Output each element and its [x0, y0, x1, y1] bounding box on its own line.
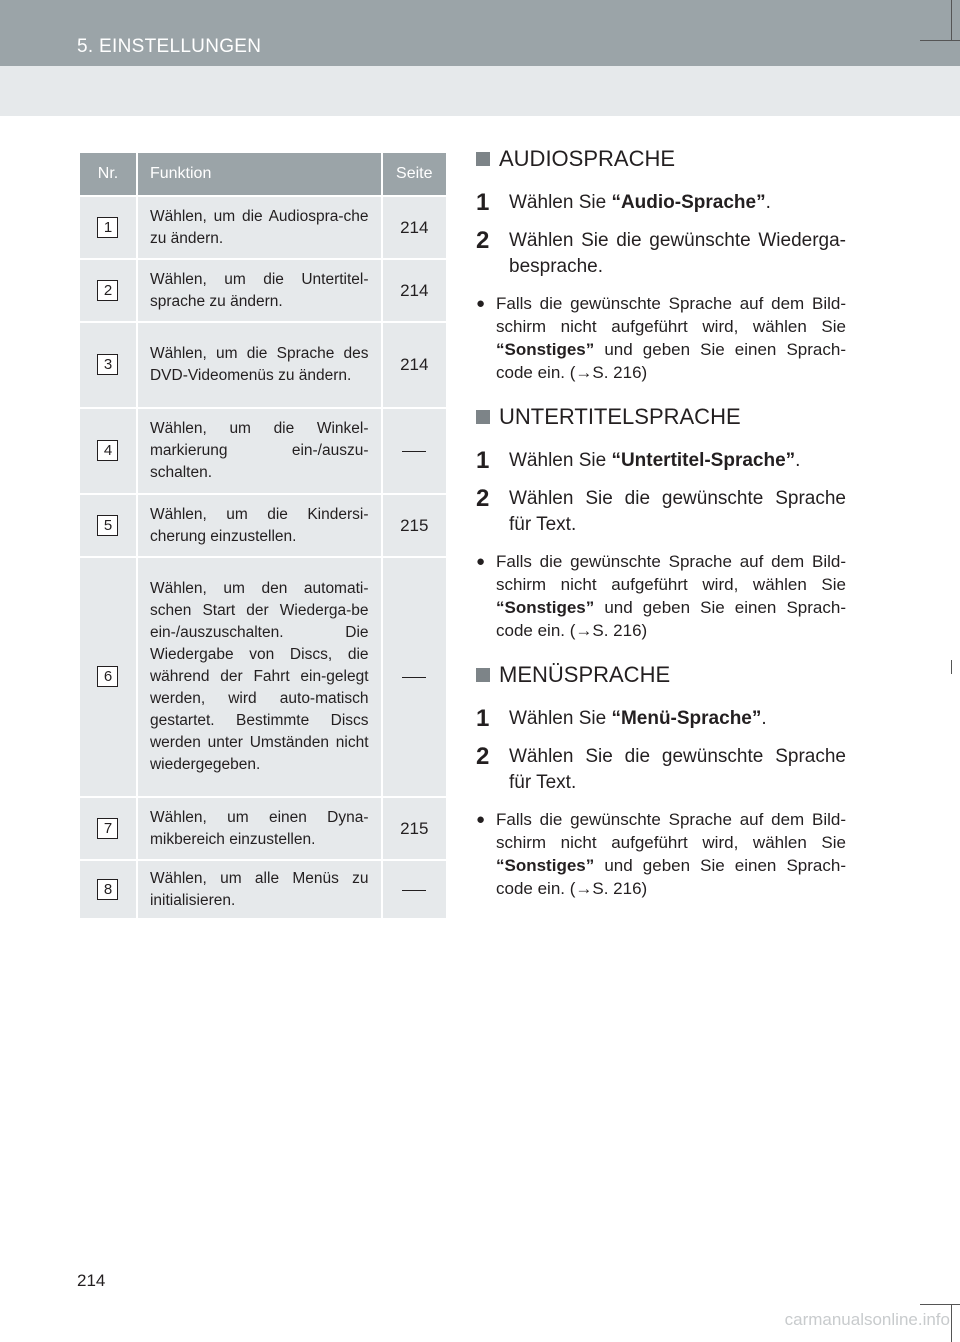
step-1	[476, 190, 846, 216]
row-function: Wählen, um die Sprache des DVD-Videomenüs zu ändern.	[137, 322, 382, 408]
row-page: 214	[382, 196, 446, 259]
note	[476, 292, 846, 384]
step-2	[476, 744, 846, 796]
row-page: 214	[382, 259, 446, 322]
note-menu-item: “Sonstiges”	[496, 340, 595, 359]
step-menu-item: “Menü-Sprache”	[611, 708, 762, 729]
step-2	[476, 228, 846, 280]
column-header-nr: Nr.	[80, 153, 137, 196]
note-text-end: und geben Sie einen Sprach-code ein. (→S. 216)	[496, 856, 846, 898]
crop-mark	[920, 40, 960, 41]
section-heading	[476, 146, 846, 172]
note-text: Falls die gewünschte Sprache auf dem Bild-schirm nicht aufgeführt wird, wählen Sie	[496, 810, 846, 852]
dash-mark	[402, 890, 426, 891]
row-page: 215	[382, 494, 446, 557]
section-untertitelsprache	[476, 404, 846, 642]
step-number: 1	[476, 189, 490, 216]
row-page	[382, 860, 446, 918]
header-subband	[0, 66, 960, 116]
step-text-end: .	[761, 708, 767, 729]
section-heading-text: AUDIOSPRACHE	[499, 146, 676, 171]
note-text-end: und geben Sie einen Sprach-code ein. (→S. 216)	[496, 340, 846, 382]
section-heading	[476, 662, 846, 688]
row-number: 2	[97, 280, 118, 301]
row-number: 7	[97, 818, 118, 839]
square-bullet-icon	[476, 668, 490, 682]
row-number: 4	[97, 440, 118, 461]
crop-mark	[951, 1304, 952, 1342]
note-menu-item: “Sonstiges”	[496, 598, 595, 617]
note-text-end: und geben Sie einen Sprach-code ein. (→S. 216)	[496, 598, 846, 640]
page-number: 214	[77, 1271, 106, 1290]
note-text: Falls die gewünschte Sprache auf dem Bild-schirm nicht aufgeführt wird, wählen Sie	[496, 294, 846, 336]
note	[476, 550, 846, 642]
step-text: Wählen Sie die gewünschte Wiederga-besprache.	[509, 230, 846, 277]
row-function: Wählen, um einen Dyna-mikbereich einzustellen.	[137, 797, 382, 860]
step-text: Wählen Sie	[509, 192, 612, 213]
row-function: Wählen, um die Kindersi-cherung einzustellen.	[137, 494, 382, 557]
table-row	[80, 494, 446, 557]
bullet-dot-icon: ●	[476, 295, 486, 312]
row-function: Wählen, um die Winkel-markierung ein-/auszu-schalten.	[137, 408, 382, 494]
step-number: 2	[476, 485, 490, 512]
row-function: Wählen, um alle Menüs zu initialisieren.	[137, 860, 382, 918]
column-header-funktion: Funktion	[137, 153, 382, 196]
section-menuesprache	[476, 662, 846, 900]
step-text: Wählen Sie die gewünschte Sprache für Text.	[509, 746, 846, 793]
row-number: 1	[97, 217, 118, 238]
section-heading-text: UNTERTITELSPRACHE	[499, 404, 741, 429]
note	[476, 808, 846, 900]
crop-mark	[951, 660, 952, 674]
step-1	[476, 448, 846, 474]
step-text: Wählen Sie	[509, 450, 612, 471]
step-1	[476, 706, 846, 732]
section-heading	[476, 404, 846, 430]
row-number: 8	[97, 879, 118, 900]
step-text: Wählen Sie	[509, 708, 612, 729]
bullet-dot-icon: ●	[476, 553, 486, 570]
table-row	[80, 557, 446, 797]
table-row	[80, 860, 446, 918]
table-row	[80, 196, 446, 259]
step-menu-item: “Untertitel-Sprache”	[611, 450, 796, 471]
table-header-row	[80, 153, 446, 196]
row-number: 6	[97, 666, 118, 687]
note-text: Falls die gewünschte Sprache auf dem Bild-schirm nicht aufgeführt wird, wählen Sie	[496, 552, 846, 594]
function-table	[80, 153, 446, 918]
row-number: 3	[97, 354, 118, 375]
watermark: carmanualsonline.info	[784, 1310, 950, 1329]
square-bullet-icon	[476, 152, 490, 166]
row-page: 215	[382, 797, 446, 860]
crop-mark	[920, 1304, 960, 1305]
row-number: 5	[97, 515, 118, 536]
section-heading-text: MENÜSPRACHE	[499, 662, 671, 687]
row-function: Wählen, um die Untertitel-sprache zu ändern.	[137, 259, 382, 322]
section-title: 5. EINSTELLUNGEN	[77, 36, 262, 57]
row-page	[382, 408, 446, 494]
step-number: 2	[476, 743, 490, 770]
column-header-seite: Seite	[382, 153, 446, 196]
section-audiosprache	[476, 146, 846, 384]
square-bullet-icon	[476, 410, 490, 424]
row-page: 214	[382, 322, 446, 408]
row-page	[382, 557, 446, 797]
step-text: Wählen Sie die gewünschte Sprache für Text.	[509, 488, 846, 535]
crop-mark	[951, 0, 952, 40]
dash-mark	[402, 451, 426, 452]
row-function: Wählen, um den automati-schen Start der Wiederga-be ein-/auszuschalten. Die Wiedergabe von Discs, die während der Fahrt ein-gelegt werden, wird auto-matisch gestartet. Bestimmte Discs werden unter Umständen nicht wiedergegeben.	[137, 557, 382, 797]
step-text-end: .	[765, 192, 771, 213]
step-number: 1	[476, 447, 490, 474]
step-text-end: .	[795, 450, 801, 471]
note-menu-item: “Sonstiges”	[496, 856, 595, 875]
table-row	[80, 259, 446, 322]
step-2	[476, 486, 846, 538]
row-function: Wählen, um die Audiospra-che zu ändern.	[137, 196, 382, 259]
table-row	[80, 797, 446, 860]
dash-mark	[402, 677, 426, 678]
table-row	[80, 408, 446, 494]
instructions-column	[476, 146, 846, 920]
step-menu-item: “Audio-Sprache”	[611, 192, 766, 213]
table-row	[80, 322, 446, 408]
step-number: 1	[476, 705, 490, 732]
step-number: 2	[476, 227, 490, 254]
bullet-dot-icon: ●	[476, 811, 486, 828]
